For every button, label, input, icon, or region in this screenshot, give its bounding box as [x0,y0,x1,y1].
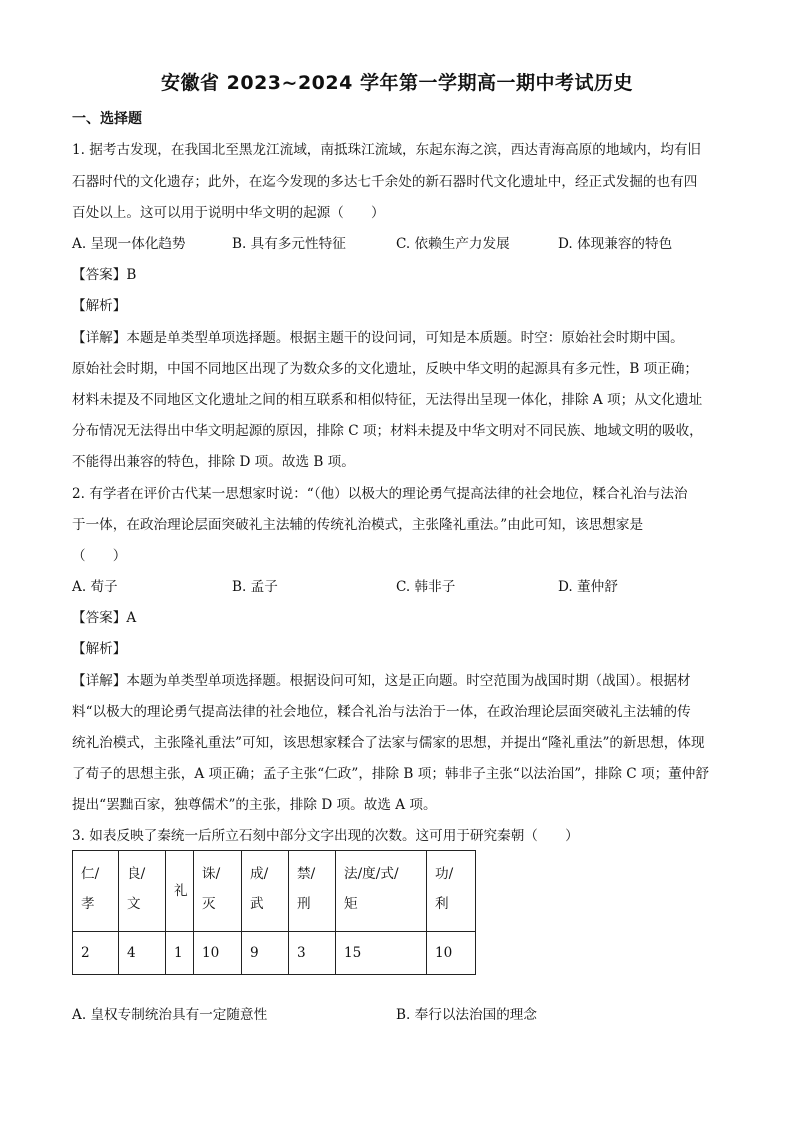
q1-option-c: C. 依赖生产力发展 [396,236,510,252]
table-cell: 9 [242,932,289,975]
q2-option-c: C. 韩非子 [396,579,456,595]
q2-detail-line: 料“以极大的理论勇气提高法律的社会地位，糅合礼治与法治于一体，在政治理论层面突破礼主法辅的传 [72,704,691,720]
table-header-cell: 诛/ 灭 [194,851,242,932]
q2-stem-line: （ ） [72,548,127,564]
character-frequency-table [72,850,476,975]
q2-option-b: B. 孟子 [232,579,278,595]
q1-option-a: A. 呈现一体化趋势 [72,236,186,252]
q1-analysis-label: 【解析】 [72,298,127,314]
q1-stem-line: 石器时代的文化遗存；此外，在迄今发现的多达七千余处的新石器时代文化遗址中，经正式发掘的也有四 [72,174,698,190]
table-header-cell: 礼 [166,851,194,932]
q1-detail-line: 材料未提及不同地区文化遗址之间的相互联系和相似特征，无法得出呈现一体化，排除 A 项；从文化遗址 [72,392,703,408]
table-header-cell: 禁/ 刑 [289,851,336,932]
table-header-cell: 法/度/式/ 矩 [336,851,427,932]
table-header-cell: 功/ 利 [427,851,476,932]
table-cell: 2 [73,932,119,975]
table-header-cell: 成/ 武 [242,851,289,932]
q3-option-a: A. 皇权专制统治具有一定随意性 [72,1007,268,1023]
q1-stem-line: 1. 据考古发现，在我国北至黑龙江流域，南抵珠江流域，东起东海之滨，西达青海高原的地域内，均有旧 [72,142,702,158]
table-cell: 15 [336,932,427,975]
table-cell: 3 [289,932,336,975]
q1-detail-line: 不能得出兼容的特色，排除 D 项。故选 B 项。 [72,454,355,470]
section-heading: 一、选择题 [72,111,142,127]
q2-stem-line: 于一体，在政治理论层面突破礼主法辅的传统礼治模式，主张隆礼重法。”由此可知，该思想家是 [72,517,644,533]
q1-detail-line: 【详解】本题是单类型单项选择题。根据主题干的设问词，可知是本质题。时空：原始社会时期中国。 [72,330,684,346]
q2-detail-line: 提出“罢黜百家，独尊儒术”的主张，排除 D 项。故选 A 项。 [72,797,437,813]
q1-detail-line: 分布情况无法得出中华文明起源的原因，排除 C 项；材料未提及中华文明对不同民族、地域文明的吸收， [72,423,703,439]
q2-stem-line: 2. 有学者在评价古代某一思想家时说：“（他）以极大的理论勇气提高法律的社会地位，糅合礼治与法治 [72,486,688,502]
table-header-cell: 仁/ 孝 [73,851,119,932]
table-cell: 10 [194,932,242,975]
q2-answer: 【答案】A [72,610,137,626]
q1-option-d: D. 体现兼容的特色 [558,236,673,252]
q2-option-a: A. 荀子 [72,579,118,595]
table-header-cell: 良/ 文 [119,851,166,932]
q2-detail-line: 了荀子的思想主张，A 项正确；孟子主张“仁政”，排除 B 项；韩非子主张“以法治国”，排除 C 项；董仲舒 [72,766,709,782]
table-row [73,932,476,975]
q2-detail-line: 【详解】本题为单类型单项选择题。根据设问可知，这是正向题。时空范围为战国时期（战国）。根据材 [72,673,691,689]
q1-answer: 【答案】B [72,267,137,283]
q3-option-b: B. 奉行以法治国的理念 [396,1007,537,1023]
page-title: 安徽省 2023~2024 学年第一学期高一期中考试历史 [161,72,633,94]
table-cell: 4 [119,932,166,975]
q3-stem-line: 3. 如表反映了秦统一后所立石刻中部分文字出现的次数。这可用于研究秦朝（ ） [72,828,579,844]
q1-stem-line: 百处以上。这可以用于说明中华文明的起源（ ） [72,205,385,221]
q1-detail-line: 原始社会时期，中国不同地区出现了为数众多的文化遗址，反映中华文明的起源具有多元性，B 项正确； [72,361,699,377]
table-cell: 10 [427,932,476,975]
table-cell: 1 [166,932,194,975]
table-header-row [73,851,476,932]
q2-option-d: D. 董仲舒 [558,579,618,595]
q1-option-b: B. 具有多元性特征 [232,236,346,252]
q2-analysis-label: 【解析】 [72,641,127,657]
q2-detail-line: 统礼治模式，主张隆礼重法”可知，该思想家糅合了法家与儒家的思想，并提出“隆礼重法”的新思想，体现 [72,735,705,751]
